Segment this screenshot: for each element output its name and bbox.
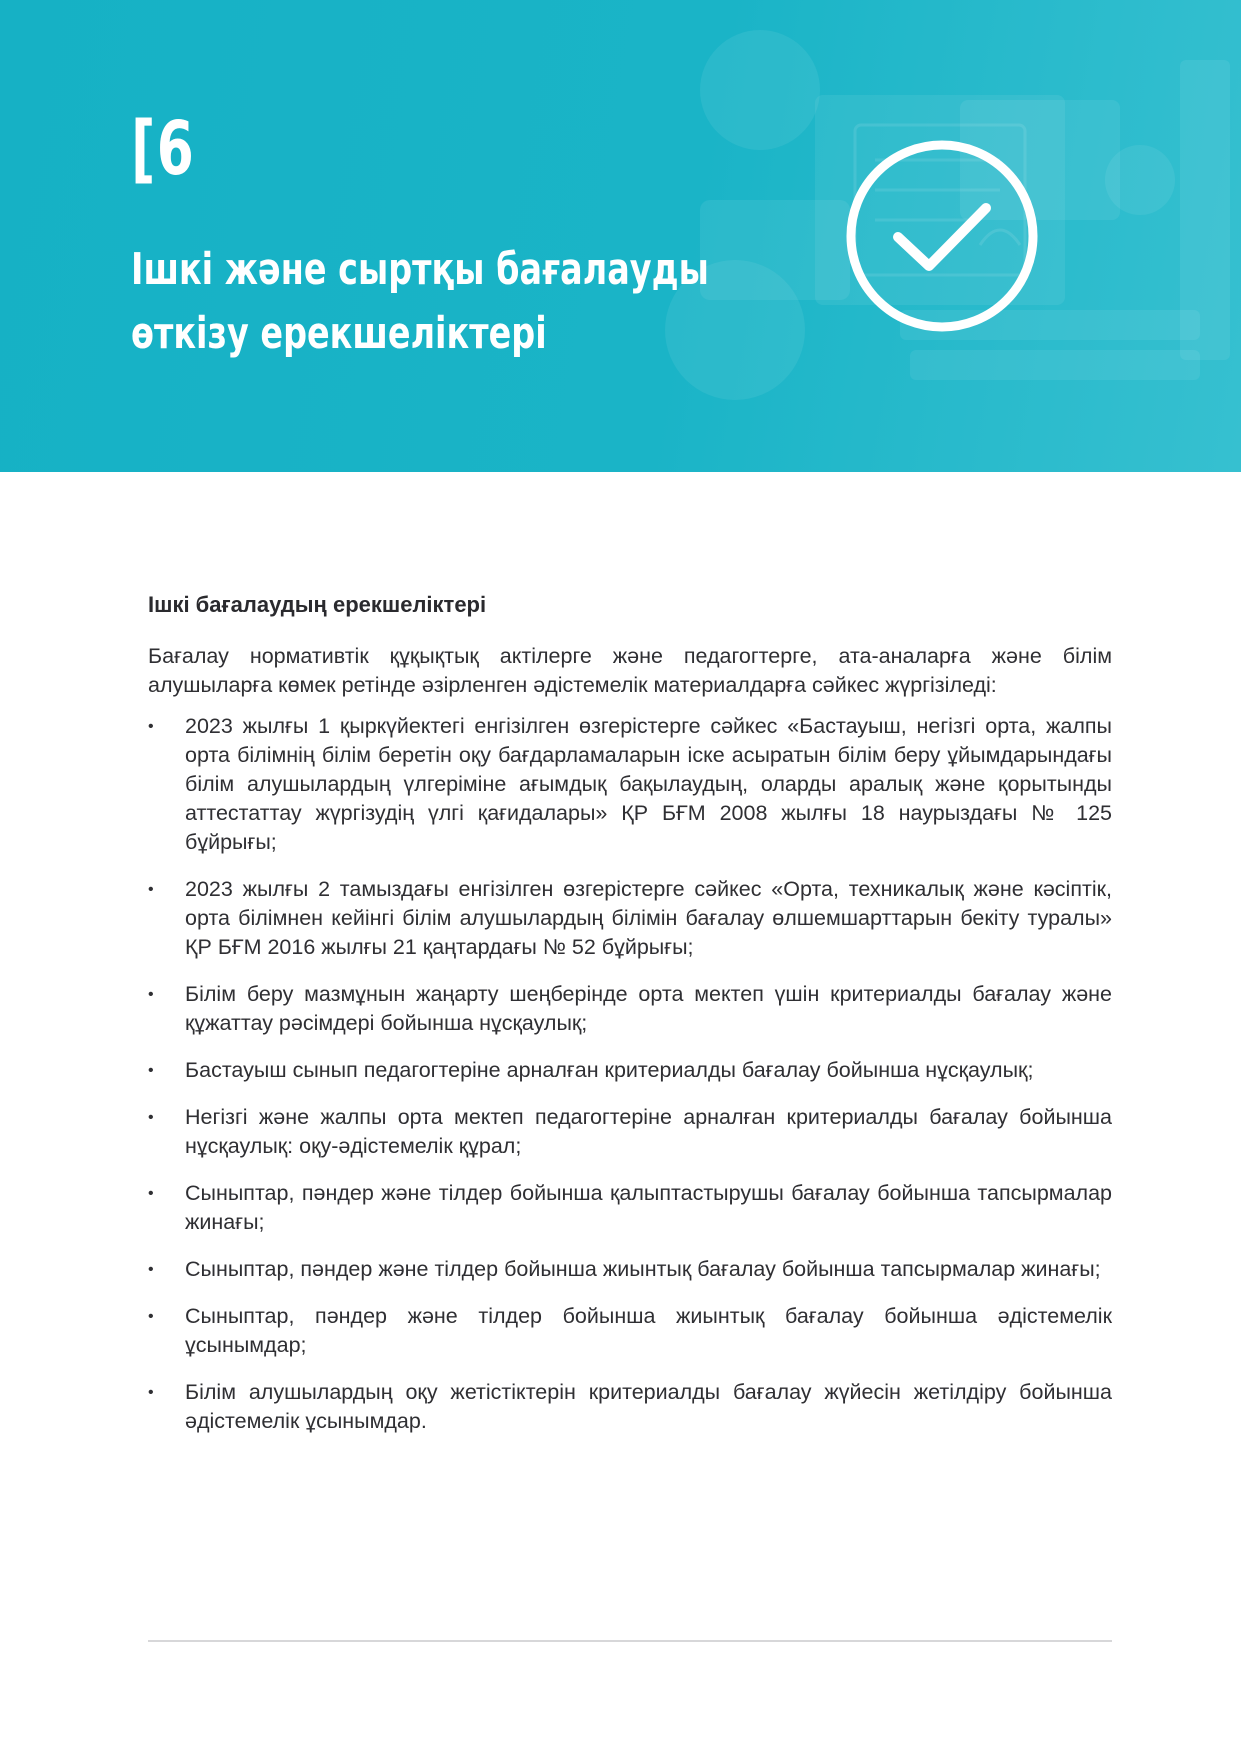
intro-paragraph: Бағалау нормативтік құқықтық актілерге және педагогтерге, ата-аналарға және білім алушыларға көмек ретінде әзірленген әдістемелік материалдарға сәйкес жүргізіледі: bbox=[148, 644, 1112, 697]
list-item-text: Негізгі және жалпы орта мектеп педагогтеріне арналған критериалды бағалау бойынша нұсқаулық: оқу-әдістемелік құрал; bbox=[185, 1105, 1112, 1158]
list-item bbox=[148, 1179, 1112, 1237]
list-item-text: Сыныптар, пәндер және тілдер бойынша жиынтық бағалау бойынша әдістемелік ұсынымдар; bbox=[185, 1304, 1112, 1357]
list-item bbox=[148, 1056, 1112, 1085]
bullet-icon: • bbox=[148, 1261, 154, 1278]
list-item-text: 2023 жылғы 1 қыркүйектегі енгізілген өзгерістерге сәйкес «Бастауыш, негізгі орта, жалпы орта білімнің білім беретін оқу бағдарламаларын іске асыратын білім беру ұйымдарындағы білім алушылардың үлгеріміне ағымдық бақылаудың, оларды аралық және қорытынды аттестаттау жүргізудің үлгі қағидалары» ҚР БҒМ 2008 жылғы 18 наурыздағы № 125 бұйрығы; bbox=[185, 714, 1112, 854]
bullet-icon: • bbox=[148, 1384, 154, 1401]
list-item bbox=[148, 1302, 1112, 1360]
checkmark-circle-icon bbox=[843, 137, 1041, 335]
chapter-title-line-1: Ішкі және сыртқы бағалауды bbox=[131, 244, 709, 295]
bullet-icon: • bbox=[148, 1062, 154, 1079]
list-item-text: 2023 жылғы 2 тамыздағы енгізілген өзгерістерге сәйкес «Орта, техникалық және кәсіптік, орта білімнен кейінгі білім алушылардың білімін бағалау өлшемшарттарын бекіту туралы» ҚР БҒМ 2016 жылғы 21 қаңтардағы № 52 бұйрығы; bbox=[185, 877, 1112, 959]
list-item bbox=[148, 1378, 1112, 1436]
chapter-header-band bbox=[0, 0, 1241, 472]
chapter-title bbox=[131, 238, 709, 366]
chapter-title-line-2: өткізу ерекшеліктері bbox=[131, 308, 547, 359]
list-item bbox=[148, 875, 1112, 962]
bullet-icon: • bbox=[148, 1185, 154, 1202]
list-item-text: Бастауыш сынып педагогтеріне арналған критериалды бағалау бойынша нұсқаулық; bbox=[185, 1058, 1034, 1082]
bullet-list bbox=[148, 712, 1112, 1436]
list-item-text: Сыныптар, пәндер және тілдер бойынша қалыптастырушы бағалау бойынша тапсырмалар жинағы; bbox=[185, 1181, 1112, 1234]
list-item-text: Сыныптар, пәндер және тілдер бойынша жиынтық бағалау бойынша тапсырмалар жинағы; bbox=[185, 1257, 1101, 1281]
bullet-icon: • bbox=[148, 986, 154, 1003]
section-heading: Ішкі бағалаудың ерекшеліктері bbox=[148, 592, 487, 617]
list-item bbox=[148, 1255, 1112, 1284]
bullet-icon: • bbox=[148, 718, 154, 735]
list-item-text: Білім беру мазмұнын жаңарту шеңберінде орта мектеп үшін критериалды бағалау және құжаттау рәсімдері бойынша нұсқаулық; bbox=[185, 982, 1112, 1035]
main-content bbox=[148, 590, 1112, 1454]
list-item bbox=[148, 1103, 1112, 1161]
footer-divider bbox=[148, 1640, 1112, 1642]
bullet-icon: • bbox=[148, 881, 154, 898]
bullet-icon: • bbox=[148, 1308, 154, 1325]
list-item bbox=[148, 980, 1112, 1038]
bullet-icon: • bbox=[148, 1109, 154, 1126]
chapter-number: [6 bbox=[131, 106, 196, 192]
list-item-text: Білім алушылардың оқу жетістіктерін критериалды бағалау жүйесін жетілдіру бойынша әдістемелік ұсынымдар. bbox=[185, 1380, 1112, 1433]
list-item bbox=[148, 712, 1112, 857]
